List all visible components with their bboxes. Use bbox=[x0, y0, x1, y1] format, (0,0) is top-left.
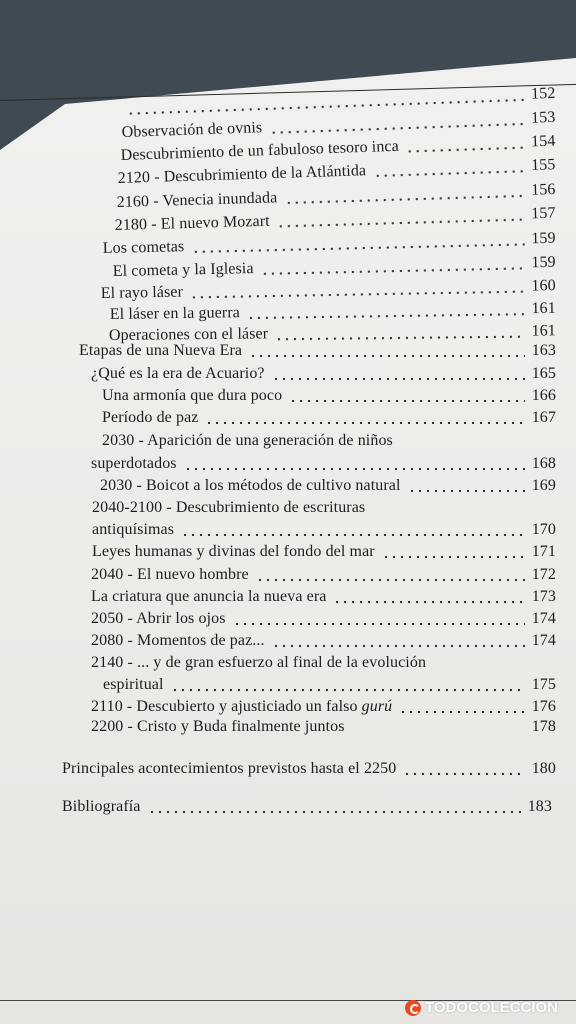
toc-entry-page: 166 bbox=[531, 387, 556, 404]
toc-entry-title: Etapas de una Nueva Era bbox=[79, 342, 243, 359]
toc-entry-title: El láser en la guerra bbox=[109, 304, 241, 324]
toc-entry-title: Principales acontecimientos previstos hasta el 2250 bbox=[62, 760, 397, 777]
toc-leader-dots bbox=[272, 377, 525, 381]
toc-entry bbox=[102, 409, 556, 427]
toc-entry-title: 2040-2100 - Descubrimiento de escrituras bbox=[92, 499, 366, 516]
toc-entry bbox=[91, 566, 556, 584]
toc-leader-dots bbox=[171, 688, 525, 692]
toc-leader-dots bbox=[275, 334, 524, 341]
toc-entry bbox=[102, 387, 556, 405]
toc-leader-dots bbox=[399, 710, 524, 714]
toc-leader-dots bbox=[249, 354, 525, 358]
toc-entry-title: 2040 - El nuevo hombre bbox=[91, 566, 249, 583]
toc-entry bbox=[92, 499, 556, 517]
toc-leader-dots bbox=[403, 772, 524, 776]
toc-entry-page: 159 bbox=[531, 229, 556, 248]
toc-entry-title: Operaciones con el láser bbox=[108, 325, 269, 345]
toc-entry-page: 169 bbox=[531, 477, 556, 494]
toc-entry-page: 154 bbox=[530, 132, 556, 151]
toc-entry-title: Descubrimiento de un fabuloso tesoro inca bbox=[120, 137, 400, 165]
toc-entry-page: 174 bbox=[531, 610, 556, 627]
toc-entry bbox=[102, 432, 556, 450]
toc-entry-page: 161 bbox=[531, 299, 556, 318]
toc-leader-dots bbox=[382, 555, 525, 559]
toc-entry-title: 2030 - Boicot a los métodos de cultivo natural bbox=[100, 477, 401, 494]
toc-entry bbox=[91, 455, 556, 473]
toc-entry bbox=[91, 632, 556, 650]
toc-entry-title: ¿Qué es la era de Acuario? bbox=[91, 365, 265, 382]
toc-entry-title: Los cometas bbox=[102, 238, 185, 258]
toc-entry-title: espiritual bbox=[103, 676, 164, 693]
todocoleccion-logo-icon bbox=[405, 1000, 421, 1016]
toc-entry-title: 2050 - Abrir los ojos bbox=[91, 610, 226, 627]
toc-entry-title-emphasis: gurú bbox=[361, 698, 393, 715]
toc-entry-page: 170 bbox=[531, 521, 556, 538]
toc-entry-title: superdotados bbox=[91, 455, 177, 472]
watermark bbox=[405, 999, 558, 1016]
toc-entry bbox=[91, 588, 556, 606]
toc-entry-title: 2200 - Cristo y Buda finalmente juntos bbox=[91, 718, 345, 735]
toc-entry-title: 2030 - Aparición de una generación de niños bbox=[102, 432, 393, 449]
toc-entry bbox=[91, 610, 556, 628]
toc-entry-page: 156 bbox=[530, 180, 556, 199]
toc-entry bbox=[62, 760, 556, 778]
toc-entry bbox=[91, 698, 556, 716]
toc-leader-dots bbox=[272, 644, 525, 648]
toc-entry-page: 160 bbox=[531, 277, 556, 295]
toc-entry-title: 2180 - El nuevo Mozart bbox=[114, 212, 270, 235]
toc-entry-title: 2120 - Descubrimiento de la Atlántida bbox=[117, 162, 367, 188]
toc-entry bbox=[92, 543, 556, 561]
toc-entry-page: 176 bbox=[531, 698, 556, 715]
toc-entry-title: Período de paz bbox=[102, 409, 199, 426]
toc-leader-dots bbox=[247, 312, 525, 320]
toc-entry-page: 155 bbox=[530, 156, 556, 175]
toc-entry-title: antiquísimas bbox=[92, 521, 175, 538]
toc-entry bbox=[92, 521, 556, 539]
toc-entry-title: Observación de ovnis bbox=[121, 119, 263, 142]
toc-entry-title: 2110 - Descubierto y ajusticiado un falso gurú bbox=[91, 698, 393, 715]
toc-entry-page: 157 bbox=[531, 204, 556, 223]
toc-entry-page: 153 bbox=[530, 108, 556, 127]
toc-leader-dots bbox=[406, 145, 525, 153]
toc-entry bbox=[91, 365, 556, 383]
toc-entry-page: 168 bbox=[531, 455, 556, 472]
toc-entry-title: Bibliografía bbox=[62, 798, 141, 815]
toc-entry-title: El rayo láser bbox=[100, 283, 184, 303]
toc-leader-dots bbox=[233, 622, 525, 626]
toc-entry-title: Una armonía que dura poco bbox=[102, 387, 283, 404]
toc-entry-page: 173 bbox=[531, 588, 556, 605]
toc-entry-title: El cometa y la Iglesia bbox=[112, 260, 254, 281]
toc-entry bbox=[100, 477, 556, 495]
toc-entry-page: 175 bbox=[531, 676, 556, 693]
toc-entry bbox=[103, 676, 556, 694]
toc-leader-dots bbox=[205, 421, 524, 425]
toc-entry bbox=[79, 342, 556, 360]
toc-leader-dots bbox=[181, 533, 525, 537]
toc-leader-dots bbox=[289, 399, 524, 403]
toc-entry-page: 167 bbox=[531, 409, 556, 426]
toc-leader-dots bbox=[148, 810, 521, 814]
toc-entry-page: 174 bbox=[531, 632, 556, 649]
toc-entry-title: 2080 - Momentos de paz... bbox=[91, 632, 265, 649]
toc-entry-page: 183 bbox=[527, 798, 552, 815]
toc-entry-page: 178 bbox=[531, 718, 556, 735]
toc-entry-page: 159 bbox=[531, 253, 556, 272]
toc-entry-page: 163 bbox=[531, 342, 556, 359]
toc-entry-page: 180 bbox=[531, 760, 556, 777]
toc-leader-dots bbox=[408, 489, 525, 493]
toc-entry-page: 172 bbox=[531, 566, 556, 583]
toc-entry-title: La criatura que anuncia la nueva era bbox=[91, 588, 327, 605]
toc-leader-dots bbox=[256, 578, 525, 582]
watermark-text: TODOCOLECCION bbox=[424, 999, 558, 1016]
toc-entry bbox=[62, 798, 552, 816]
toc-leader-dots bbox=[184, 467, 525, 471]
toc-entry-page: 152 bbox=[530, 84, 556, 103]
toc-entry bbox=[91, 718, 556, 736]
toc-entry bbox=[91, 654, 556, 672]
toc-entry-title: 2160 - Venecia inundada bbox=[116, 189, 278, 212]
toc-entry-page: 171 bbox=[531, 543, 556, 560]
toc-leader-dots bbox=[333, 600, 524, 604]
toc-entry-title: 2140 - ... y de gran esfuerzo al final de la evolución bbox=[91, 654, 427, 671]
toc-entry-page: 161 bbox=[531, 322, 556, 340]
toc-entry-title: Leyes humanas y divinas del fondo del mar bbox=[92, 543, 375, 560]
toc-entry-page: 165 bbox=[531, 365, 556, 382]
